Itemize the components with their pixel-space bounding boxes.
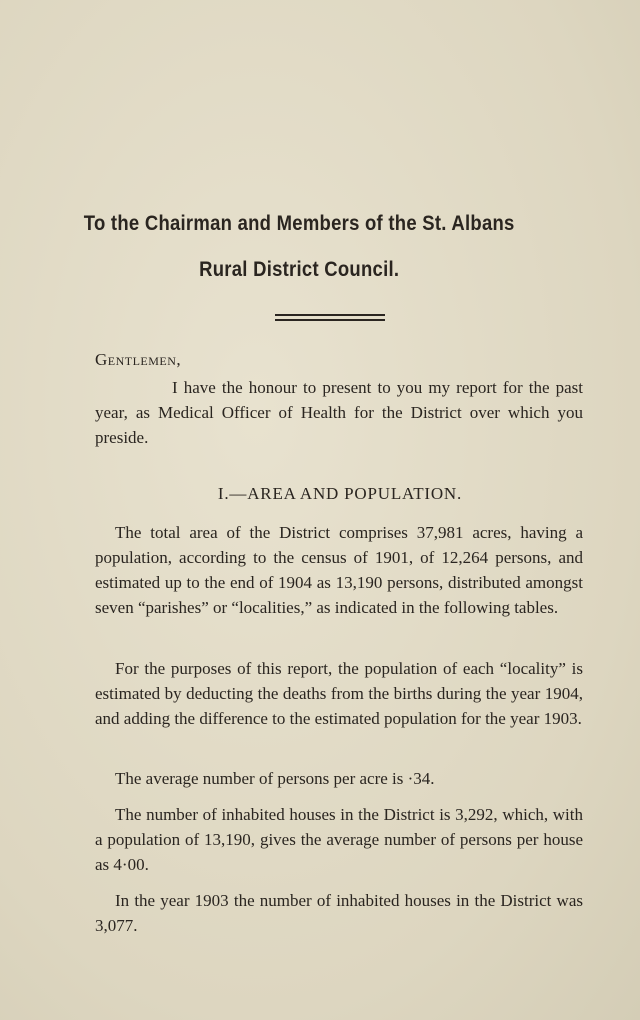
double-rule-top xyxy=(275,314,385,316)
paragraph-persons-per-acre: The average number of persons per acre is ·34. xyxy=(115,769,435,788)
section-title: I.—AREA AND POPULATION. xyxy=(217,484,463,503)
intro-paragraph: I have the honour to present to you my report for the past year, as Medical Officer of Health for the District over which you preside. xyxy=(95,378,583,447)
paragraph-area: The total area of the District comprises 37,981 acres, having a population, according to the census of 1901, of 12,264 persons, and estimated up to the end of 1904 as 13,190 persons, distributed amongst seven “parishes” or “localities,” as indicated in the following tables. xyxy=(95,523,583,617)
double-rule-bottom xyxy=(275,319,385,321)
heading-line-1: To the Chairman and Members of the St. Albans xyxy=(83,212,515,235)
paragraph-houses-1903: In the year 1903 the number of inhabited houses in the District was 3,077. xyxy=(95,891,583,935)
salutation: Gentlemen, xyxy=(95,350,182,369)
heading-line-2: Rural District Council. xyxy=(199,258,400,281)
paragraph-locality-estimate: For the purposes of this report, the population of each “locality” is estimated by deducting the deaths from the births during the year 1904, and adding the difference to the estimated population for the year 1903. xyxy=(95,659,583,728)
paragraph-inhabited-houses: The number of inhabited houses in the District is 3,292, which, with a population of 13,190, gives the average number of persons per house as 4·00. xyxy=(95,805,583,874)
